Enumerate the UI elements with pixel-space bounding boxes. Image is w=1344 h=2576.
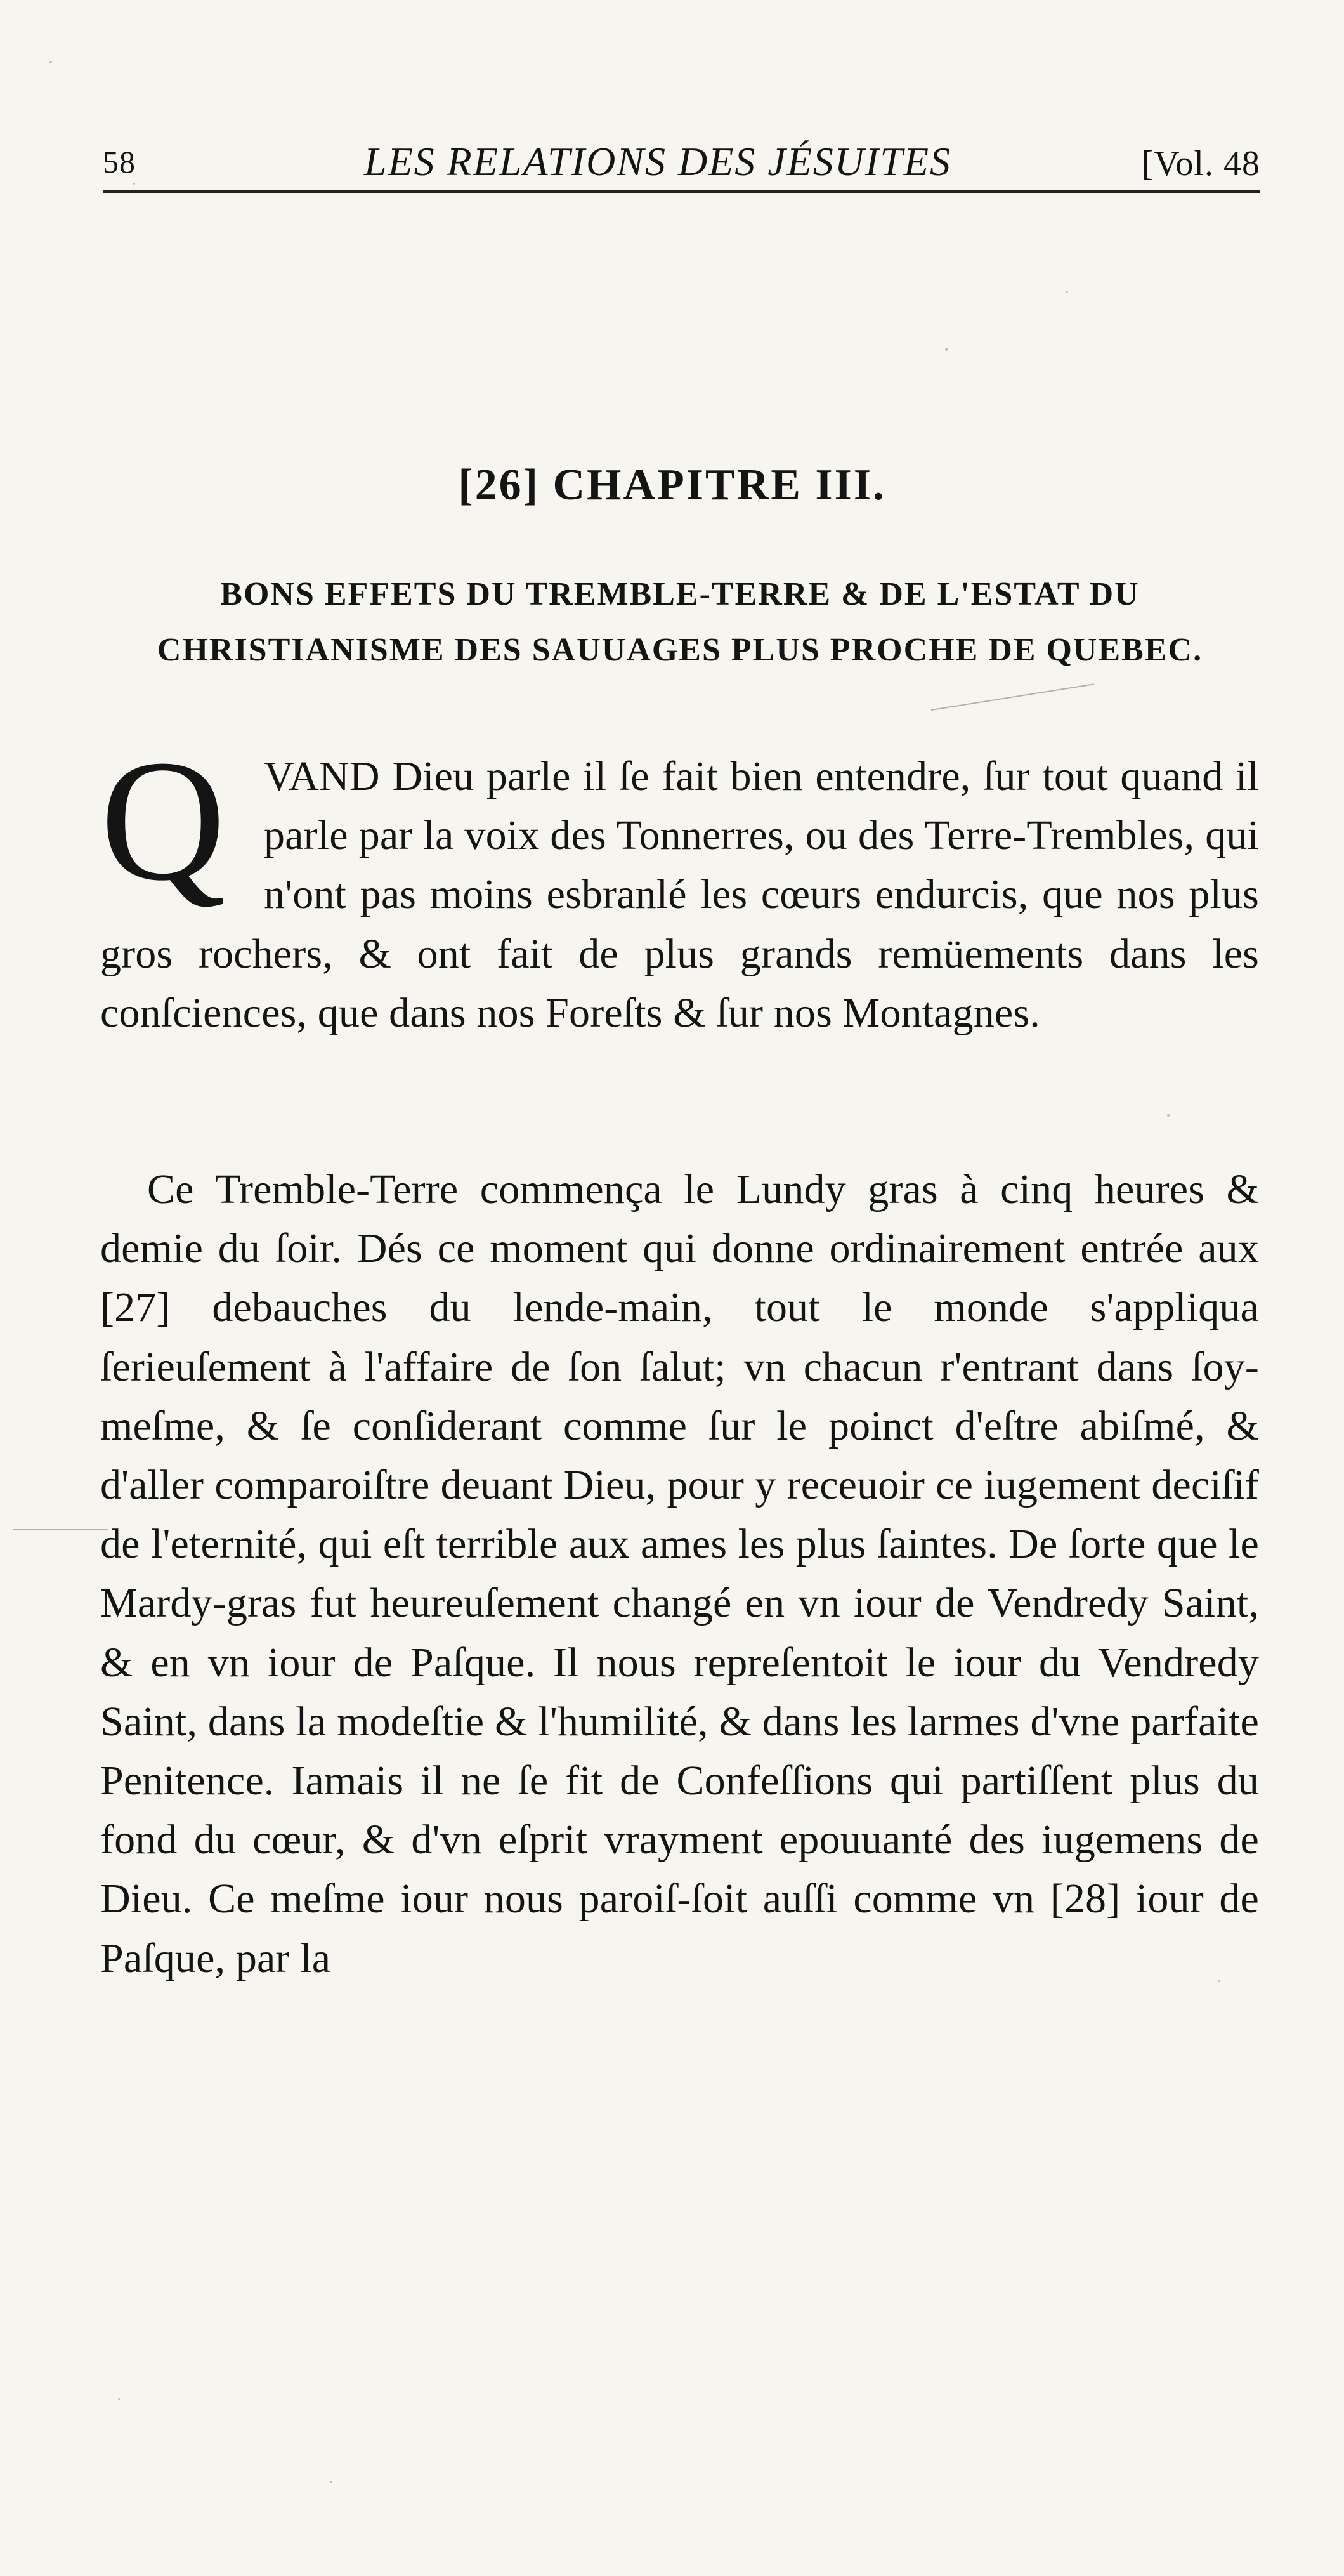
- scan-dot: [1066, 291, 1068, 293]
- scan-dot: [133, 183, 135, 185]
- scan-mark: [931, 683, 1094, 711]
- running-title: LES RELATIONS DES JÉSUITES: [363, 139, 952, 184]
- scan-dot: [49, 61, 52, 63]
- first-paragraph: [100, 725, 1259, 1160]
- scan-dot: [1167, 1114, 1170, 1117]
- scan-dot: [945, 348, 948, 351]
- chapter-subtitle: BONS EFFETS DU TREMBLE-TERRE & DE L'ESTAT DU CHRISTIANISME DES SAUUAGES PLUS PROCHE DE QUEBEC.: [157, 576, 1203, 669]
- drop-cap: Q: [100, 725, 226, 917]
- scan-dot: [330, 2481, 332, 2483]
- second-paragraph: Ce Tremble-Terre commença le Lundy gras à cinq heures & demie du ſoir. Dés ce moment qui donne ordinairement entrée aux [27] debauches du lende-main, tout le monde s'appliqua ſerieuſement à l'affaire de ſon ſalut; vn chacun r'entrant dans ſoy-meſme, & ſe conſiderant comme ſur le poinct d'eſtre abiſmé, & d'aller comparoiſtre deuant Dieu, pour y receuoir ce iugement deciſif de l'eternité, qui eſt terrible aux ames les plus ſaintes. De ſorte que le Mardy-gras fut heureuſement changé en vn iour de Vendredy Saint, & en vn iour de Paſque. Il nous repreſentoit le iour du Vendredy Saint, dans la modeſtie & l'humilité, & dans les larmes d'vne parfaite Penitence. Iamais il ne ſe fit de Confeſſions qui partiſſent plus du fond du cœur, & d'vn eſprit vrayment epouuanté des iugemens de Dieu. Ce meſme iour nous paroiſ-ſoit auſſi comme vn [28] iour de Paſque, par la: [100, 1166, 1259, 1981]
- scan-dot: [1218, 1980, 1220, 1982]
- page-number: 58: [103, 144, 136, 180]
- scan-dot: [118, 2398, 120, 2400]
- scan-mark: [13, 1529, 108, 1530]
- running-header: [103, 138, 1260, 193]
- volume-label: [Vol. 48: [1141, 144, 1260, 183]
- first-paragraph-text: VAND Dieu parle il ſe fait bien entendre, ſur tout quand il parle par la voix des Tonnerres, ou des Terre-Trembles, qui n'ont pas moins esbranlé les cœurs endurcis, que nos plus gros rochers, & ont fait de plus grands remüements dans les conſciences, que dans nos Foreſts & ſur nos Montagnes.: [100, 753, 1259, 1036]
- body-text: [100, 725, 1259, 1988]
- chapter-heading: [26] CHAPITRE III.: [458, 460, 886, 509]
